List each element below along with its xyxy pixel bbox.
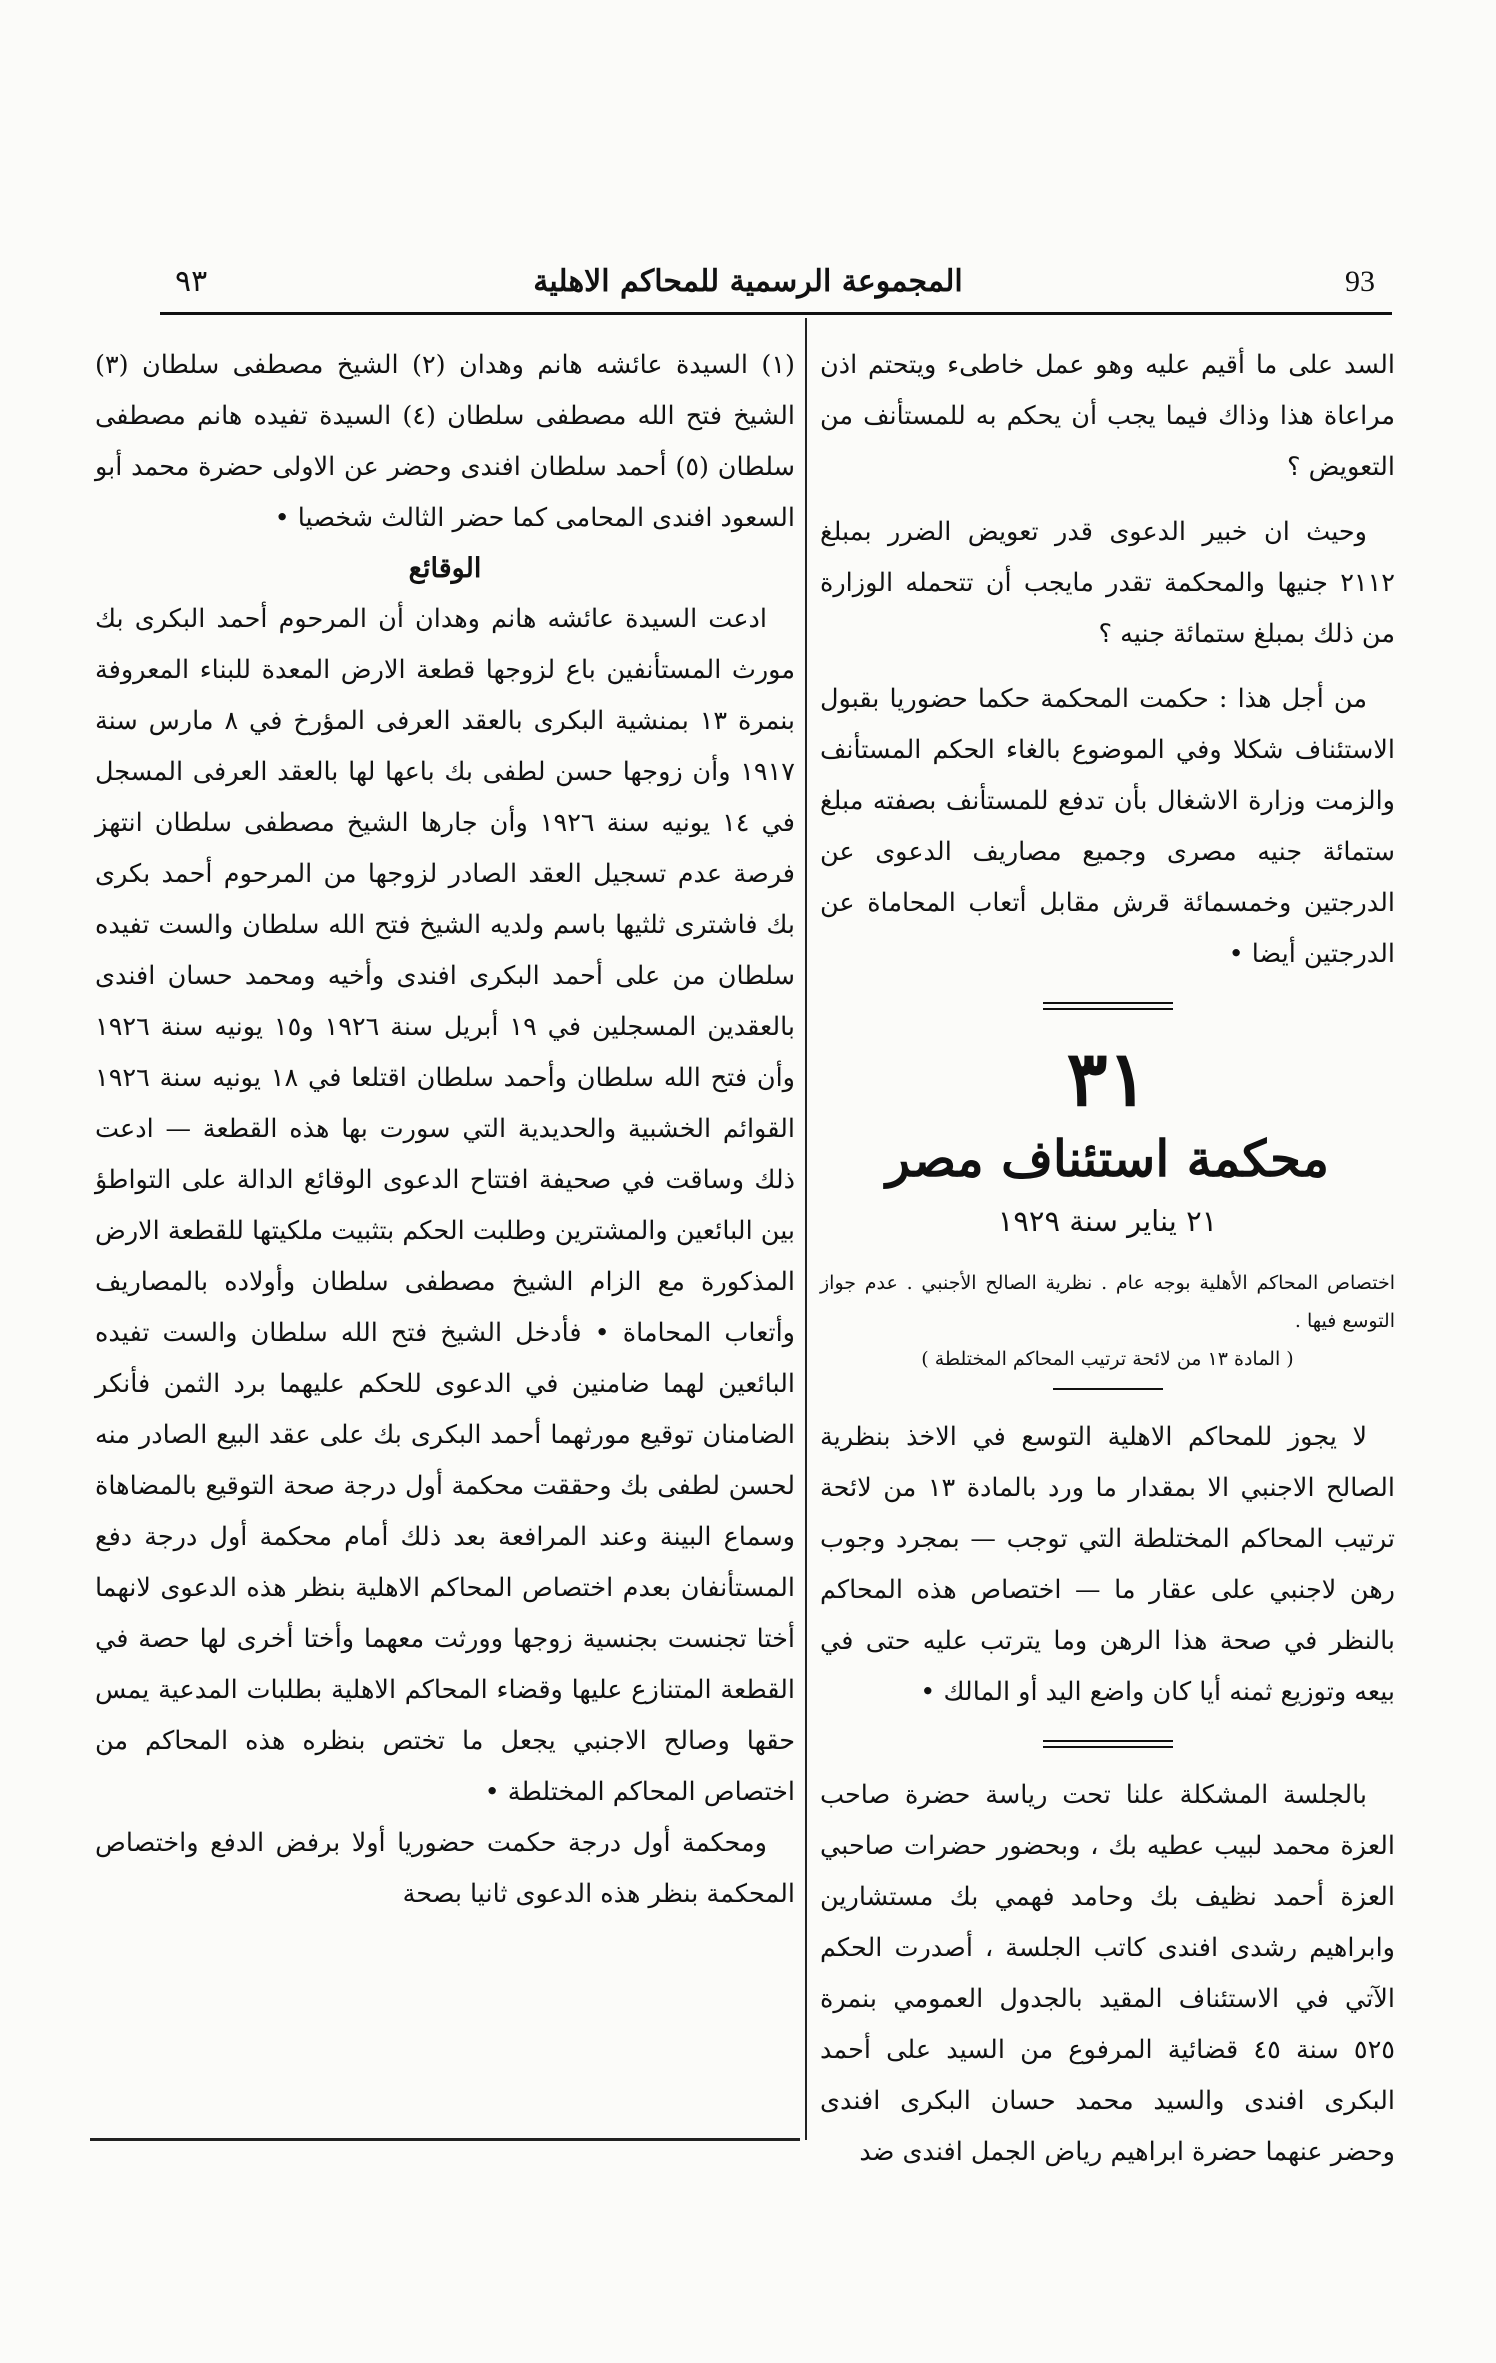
keywords: اختصاص المحاكم الأهلية بوجه عام . نظرية الصالح الأجنبي . عدم جواز التوسع فيها . <box>820 1272 1395 1332</box>
first-instance-paragraph: ومحكمة أول درجة حكمت حضوريا أولا برفض الدفع واختصاص المحكمة بنظر هذه الدعوى ثانيا بصحة <box>95 1828 795 1909</box>
court-name: محكمة استئناف مصر <box>885 1129 1330 1188</box>
section-divider <box>1043 1002 1173 1010</box>
facts-paragraph: ادعت السيدة عائشه هانم وهدان أن المرحوم أحمد البكرى بك مورث المستأنفين باع لزوجها قطعة الارض المعدة للبناء المعروفة بنمرة ١٣ بمنشية البكرى بالعقد العرفى المؤرخ في ٨ مارس سنة ١٩١٧ وأن زوجها حسن لطفى بك باعها لها بالعقد العرفى المسجل في ١٤ يونيه سنة ١٩٢٦ وأن جارها الشيخ مصطفى سلطان انتهز فرصة عدم تسجيل العقد الصادر لزوجها من المرحوم أحمد بكرى بك فاشترى ثلثيها باسم ولديه الشيخ فتح الله سلطان والست تفيده سلطان من على أحمد البكرى افندى وأخيه ومحمد حسان افندى بالعقدين المسجلين في ١٩ أبريل سنة ١٩٢٦ و١٥ يونيه سنة ١٩٢٦ وأن فتح الله سلطان وأحمد سلطان اقتلعا في ١٨ يونيه سنة ١٩٢٦ القوائم الخشبية والحديدية التي سورت بها هذه القطعة — ادعت ذلك وساقت في صحيفة افتتاح الدعوى الوقائع الدالة على التواطؤ بين البائعين والمشترين وطلبت الحكم بتثبيت ملكيتها للقطعة الارض المذكورة مع الزام الشيخ مصطفى سلطان وأولاده بالمصاريف وأتعاب المحاماة • فأدخل الشيخ فتح الله سلطان والست تفيده البائعين لهما ضامنين في الدعوى للحكم عليهما برد الثمن فأنكر الضامنان توقيع مورثهما أحمد البكرى بك على عقد البيع الصادر منه لحسن لطفى بك وحققت محكمة أول درجة صحة التوقيع بالمضاهاة وسماع البينة وعند المرافعة بعد ذلك أمام محكمة أول درجة دفع المستأنفان بعدم اختصاص المحاكم الاهلية بنظر هذه الدعوى لانهما أختا تجنست بجنسية زوجها وورثت معهما وأختا أخرى لها حصة في القطعة المتنازع عليها وقضاء المحاكم الاهلية بطلبات المدعية يمس حقها وصالح الاجنبي يجعل ما تختص بنظره هذه المحاكم من اختصاص المحاكم المختلطة • <box>95 604 795 1807</box>
page-number-latin: 93 <box>1345 265 1375 298</box>
legal-principle: لا يجوز للمحاكم الاهلية التوسع في الاخذ بنظرية الصالح الاجنبي الا بمقدار ما ورد بالمادة ١٣ من لائحة ترتيب المحاكم المختلطة التي توجب — بمجرد وجوب رهن لاجنبي على عقار ما — اختصاص هذه المحاكم بالنظر في صحة هذا الرهن وما يترتب عليه حتى في بيعه وتوزيع ثمنه أيا كان واضع اليد أو المالك • <box>820 1422 1395 1707</box>
right-column <box>820 340 1395 2178</box>
column-divider <box>805 318 807 2140</box>
running-title: المجموعة الرسمية للمحاكم الاهلية <box>533 264 963 299</box>
article-reference: ( المادة ١٣ من لائحة ترتيب المحاكم المختلطة ) <box>921 1348 1294 1370</box>
left-column <box>95 340 795 1920</box>
page-number-arabic: ٩٣ <box>175 264 208 299</box>
facts-heading: الوقائع <box>408 553 482 584</box>
judgment-date: ٢١ يناير سنة ١٩٢٩ <box>997 1204 1218 1238</box>
footer-rule <box>90 2138 800 2141</box>
paragraph-continuation: السد على ما أقيم عليه وهو عمل خاطىء ويتحتم اذن مراعاة هذا وذاك فيما يجب أن يحكم به للمستأنف من التعويض ؟ <box>820 350 1395 482</box>
principle-divider <box>1043 1740 1173 1748</box>
paragraph-damages: وحيث ان خبير الدعوى قدر تعويض الضرر بمبلغ ٢١١٢ جنيها والمحكمة تقدر مايجب أن تتحمله الوزارة من ذلك بمبلغ ستمائة جنيه ؟ <box>820 517 1395 649</box>
keywords-divider <box>1053 1388 1163 1390</box>
paragraph-judgment: من أجل هذا : حكمت المحكمة حكما حضوريا بقبول الاستئناف شكلا وفي الموضوع بالغاء الحكم المستأنف والزمت وزارة الاشغال بأن تدفع للمستأنف بصفته مبلغ ستمائة جنيه مصرى وجميع مصاريف الدعوى عن الدرجتين وخمسمائة قرش مقابل أتعاب المحاماة عن الدرجتين أيضا • <box>820 684 1395 969</box>
parties-paragraph: (١) السيدة عائشه هانم وهدان (٢) الشيخ مصطفى سلطان (٣) الشيخ فتح الله مصطفى سلطان (٤) السيدة تفيده هانم مصطفى سلطان (٥) أحمد سلطان افندى وحضر عن الاولى حضرة محمد أبو السعود افندى المحامى كما حضر الثالث شخصيا • <box>95 350 796 533</box>
session-paragraph: بالجلسة المشكلة علنا تحت رياسة حضرة صاحب العزة محمد لبيب عطيه بك ، وبحضور حضرات صاحبي العزة أحمد نظيف بك وحامد فهمي بك مستشارين وابراهيم رشدى افندى كاتب الجلسة ، أصدرت الحكم الآتي في الاستئناف المقيد بالجدول العمومي بنمرة ٥٢٥ سنة ٤٥ قضائية المرفوع من السيد على أحمد البكرى افندى والسيد محمد حسان البكرى افندى وحضر عنهما حضرة ابراهيم رياض الجمل افندى ضد <box>820 1780 1395 2167</box>
case-number: ٣١ <box>1066 1034 1149 1123</box>
header-rule <box>160 312 1392 315</box>
